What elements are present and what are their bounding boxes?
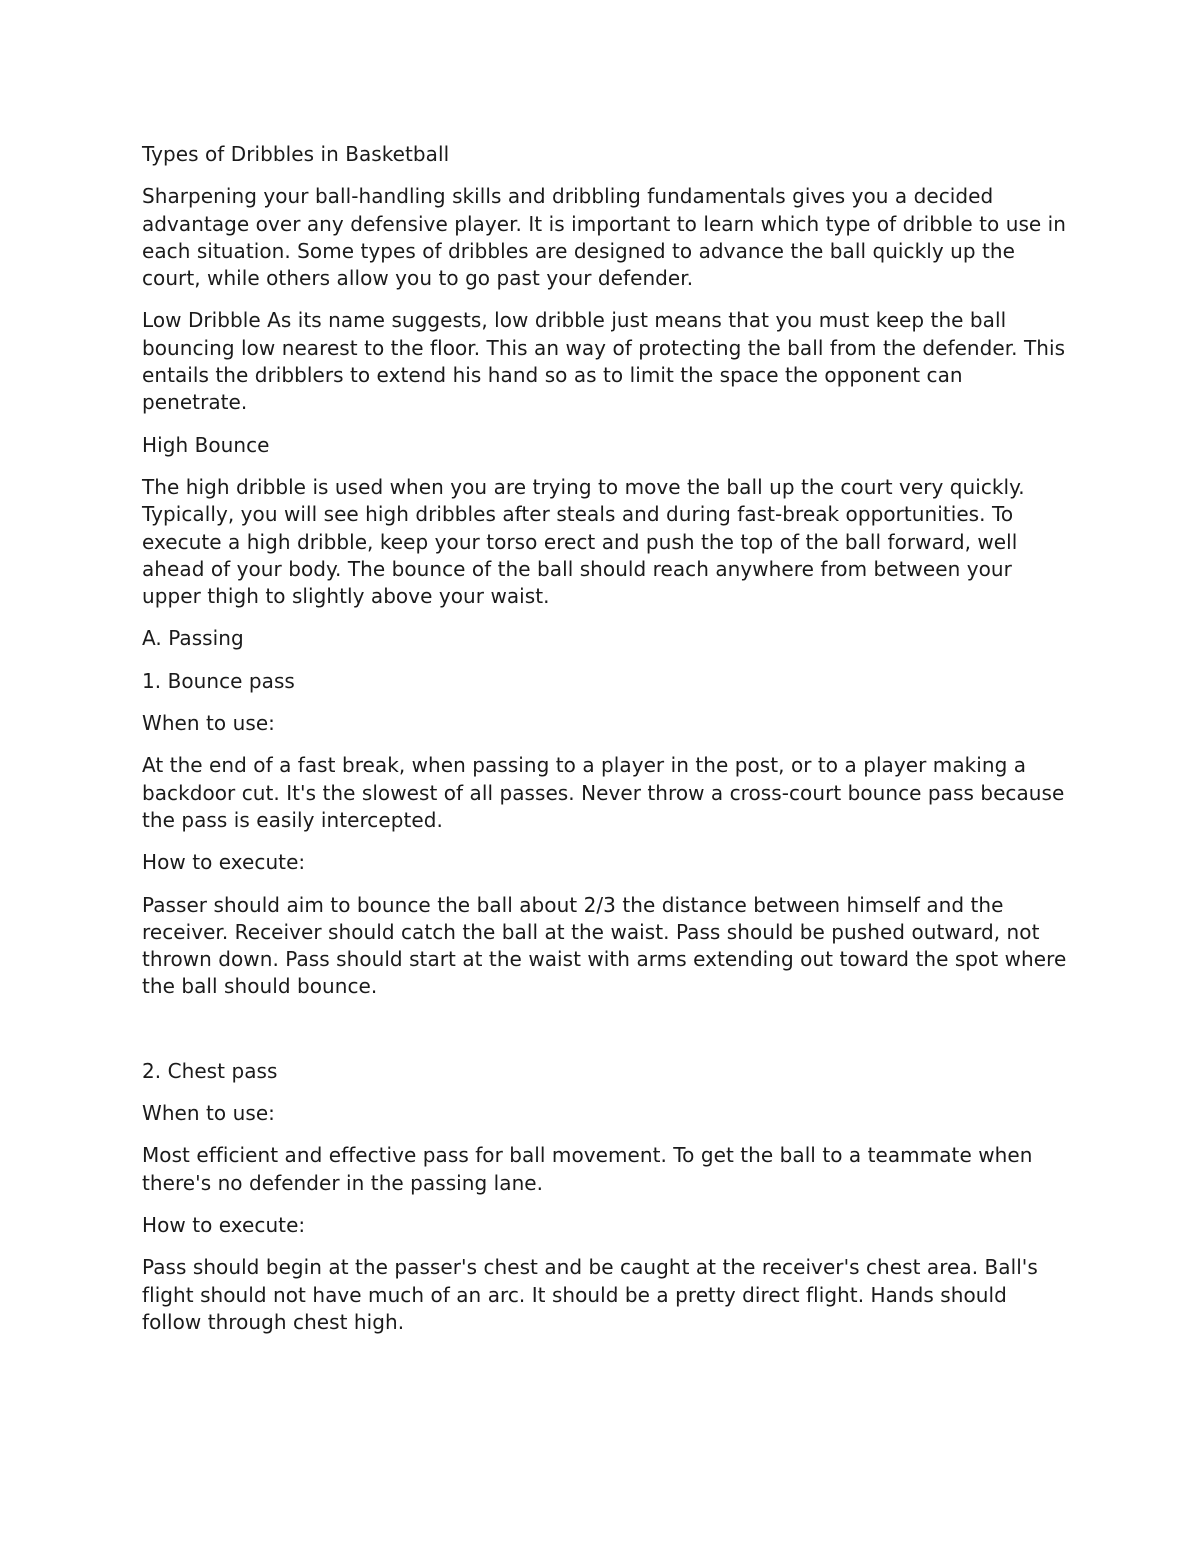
document-title: Types of Dribbles in Basketball [142, 142, 450, 166]
chest-pass-heading: 2. Chest pass [142, 1058, 278, 1083]
chest-pass-when-label: When to use: [142, 1101, 275, 1126]
bounce-pass-how-label: How to execute: [142, 850, 306, 875]
bounce-pass-how-text: Passer should aim to bounce the ball about 2/3 the distance between himself and the receiver. Receiver should catch the ball at the waist. Pass should be pushed outward, not thrown down. Pass should start at the waist with arms extending out toward the spot where the ball should bounce. [142, 892, 1067, 999]
blank-line [142, 1016, 1072, 1058]
passing-heading: A. Passing [142, 626, 244, 651]
chest-pass-how-label: How to execute: [142, 1212, 306, 1237]
bounce-pass-heading: 1. Bounce pass [142, 668, 295, 693]
low-dribble-paragraph: Low Dribble As its name suggests, low dribble just means that you must keep the ball bouncing low nearest to the floor. This an way of protecting the ball from the defender. This entails the dribblers to extend his hand so as to limit the space the opponent can penetrate. [142, 308, 1066, 415]
high-bounce-heading: High Bounce [142, 432, 270, 457]
bounce-pass-when-text: At the end of a fast break, when passing to a player in the post, or to a player making a backdoor cut. It's the slowest of all passes. Never throw a cross-court bounce pass because the pass is easily intercepted. [142, 753, 1065, 832]
chest-pass-when-text: Most efficient and effective pass for ball movement. To get the ball to a teammate when there's no defender in the passing lane. [142, 1143, 1033, 1195]
chest-pass-how-text: Pass should begin at the passer's chest and be caught at the receiver's chest area. Ball's flight should not have much of an arc. It should be a pretty direct flight. Hands should follow through chest high. [142, 1255, 1038, 1334]
bounce-pass-when-label: When to use: [142, 711, 275, 736]
document-body [142, 141, 1072, 1351]
high-bounce-paragraph: The high dribble is used when you are trying to move the ball up the court very quickly. Typically, you will see high dribbles after steals and during fast-break opportunities. To execute a high dribble, keep your torso erect and push the top of the ball forward, well ahead of your body. The bounce of the ball should reach anywhere from between your upper thigh to slightly above your waist. [142, 474, 1025, 609]
intro-paragraph: Sharpening your ball-handling skills and dribbling fundamentals gives you a decided advantage over any defensive player. It is important to learn which type of dribble to use in each situation. Some types of dribbles are designed to advance the ball quickly up the court, while others allow you to go past your defender. [142, 184, 1067, 291]
